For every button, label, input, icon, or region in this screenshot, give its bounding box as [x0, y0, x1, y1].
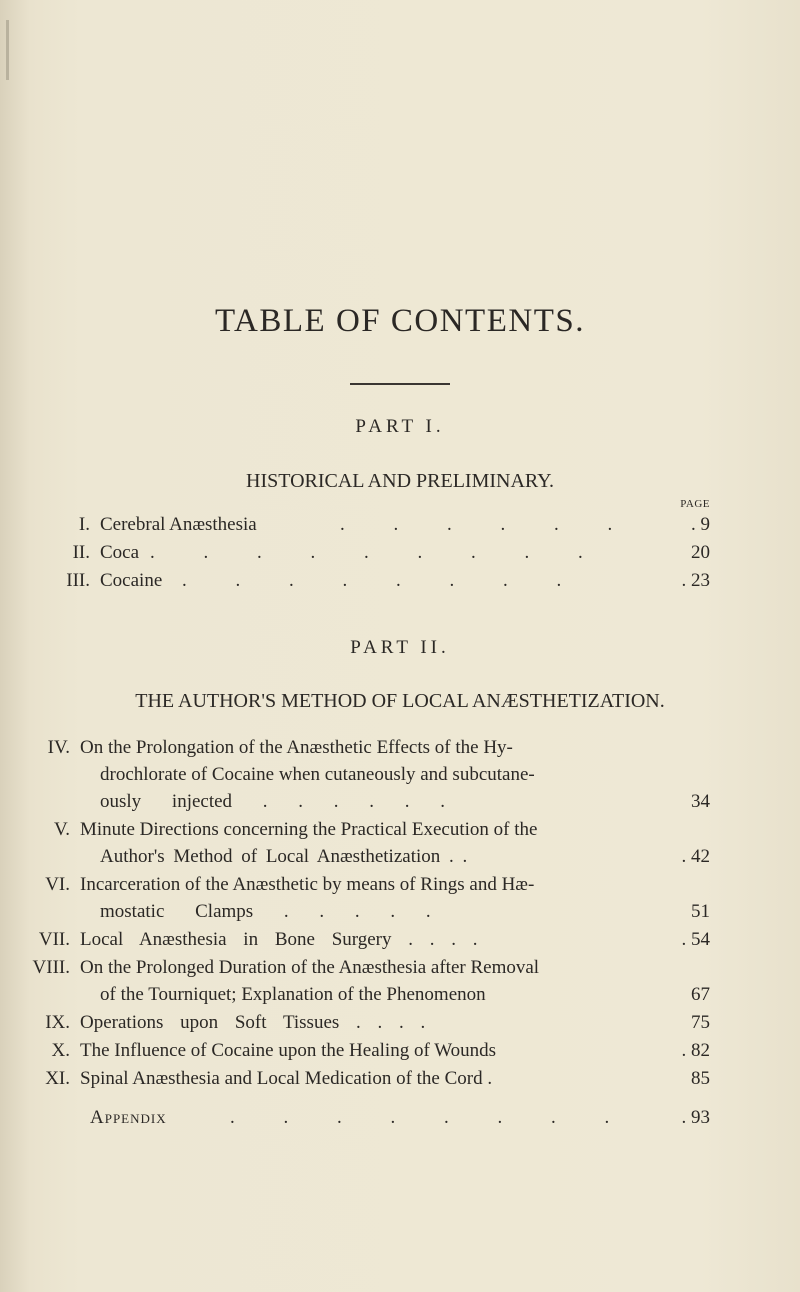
chapter-number: XI.	[45, 1068, 70, 1089]
chapter-number: VI.	[45, 874, 70, 895]
page-number: 20	[691, 542, 710, 563]
toc-entry	[0, 514, 800, 540]
chapter-title-line: of the Tourniquet; Explanation of the Phenomenon	[100, 984, 486, 1005]
chapter-title: Cerebral Anæsthesia	[100, 514, 257, 535]
chapter-title-line: Author's Method of Local Anæsthetization . .	[100, 846, 468, 867]
chapter-number: IV.	[47, 737, 70, 758]
page-number: 34	[691, 791, 710, 812]
toc-entry	[0, 929, 800, 955]
toc-entry	[0, 819, 800, 845]
page-number: . 54	[681, 929, 710, 950]
toc-entry-continued	[0, 791, 800, 817]
dot-leader: . . . . . .	[340, 514, 635, 535]
toc-entry	[0, 570, 800, 596]
toc-entry	[0, 1040, 800, 1066]
page-number: . 9	[691, 514, 710, 535]
page-column-label: PAGE	[680, 498, 710, 510]
appendix-label: Appendix	[90, 1107, 167, 1128]
chapter-title: Cocaine	[100, 570, 163, 591]
part2-heading: PART II.	[350, 637, 450, 658]
toc-entry	[0, 957, 800, 983]
toc-entry-continued	[0, 846, 800, 872]
chapter-number: II.	[72, 542, 90, 563]
dot-leader: . . . . . . . .	[230, 1107, 632, 1128]
title-rule	[350, 383, 450, 385]
page-number: . 23	[681, 570, 710, 591]
chapter-title-line: On the Prolonged Duration of the Anæsthesia after Removal	[80, 957, 540, 978]
chapter-title-line: Local Anæsthesia in Bone Surgery . . . .	[80, 929, 478, 950]
part2-subtitle: THE AUTHOR'S METHOD OF LOCAL ANÆSTHETIZATION.	[135, 690, 665, 712]
toc-entry-appendix	[0, 1107, 800, 1133]
toc-entry	[0, 542, 800, 568]
toc-entry	[0, 1012, 800, 1038]
chapter-title-line: mostatic Clamps . . . . .	[100, 901, 431, 922]
toc-entry-continued	[0, 764, 800, 790]
chapter-title: Coca	[100, 542, 140, 563]
toc-entry	[0, 1068, 800, 1094]
chapter-number: VII.	[38, 929, 70, 950]
dot-leader: . . . . . . . .	[182, 570, 584, 591]
page-number: 85	[691, 1068, 710, 1089]
toc-entry-continued	[0, 901, 800, 927]
chapter-title-line: Spinal Anæsthesia and Local Medication of the Cord .	[80, 1068, 493, 1089]
part1-subtitle: HISTORICAL AND PRELIMINARY.	[246, 470, 554, 492]
toc-entry	[0, 874, 800, 900]
toc-entry	[0, 737, 800, 763]
part1-heading: PART I.	[355, 416, 445, 437]
page-number: 67	[691, 984, 710, 1005]
chapter-number: III.	[66, 570, 90, 591]
page-number: 51	[691, 901, 710, 922]
chapter-title-line: On the Prolongation of the Anæsthetic Effects of the Hy-	[80, 737, 513, 758]
page-title: TABLE OF CONTENTS.	[215, 303, 585, 339]
binding-gutter	[6, 20, 9, 80]
chapter-title-line: drochlorate of Cocaine when cutaneously and subcutane-	[100, 764, 535, 785]
page-number: . 82	[681, 1040, 710, 1061]
chapter-title-line: Minute Directions concerning the Practical Execution of the	[80, 819, 538, 840]
chapter-number: I.	[78, 514, 90, 535]
chapter-title-line: ously injected . . . . . .	[100, 791, 446, 812]
dot-leader: . . . . . . . . .	[150, 542, 605, 563]
chapter-title-line: Incarceration of the Anæsthetic by means of Rings and Hæ-	[80, 874, 535, 895]
chapter-number: V.	[53, 819, 70, 840]
chapter-title-line: Operations upon Soft Tissues . . . .	[80, 1012, 426, 1033]
toc-entry-continued	[0, 984, 800, 1010]
chapter-number: X.	[51, 1040, 70, 1061]
page-number: . 42	[681, 846, 710, 867]
chapter-number: VIII.	[32, 957, 70, 978]
page-number: 75	[691, 1012, 710, 1033]
page-number: . 93	[681, 1107, 710, 1128]
chapter-number: IX.	[45, 1012, 70, 1033]
chapter-title-line: The Influence of Cocaine upon the Healing of Wounds	[80, 1040, 496, 1061]
